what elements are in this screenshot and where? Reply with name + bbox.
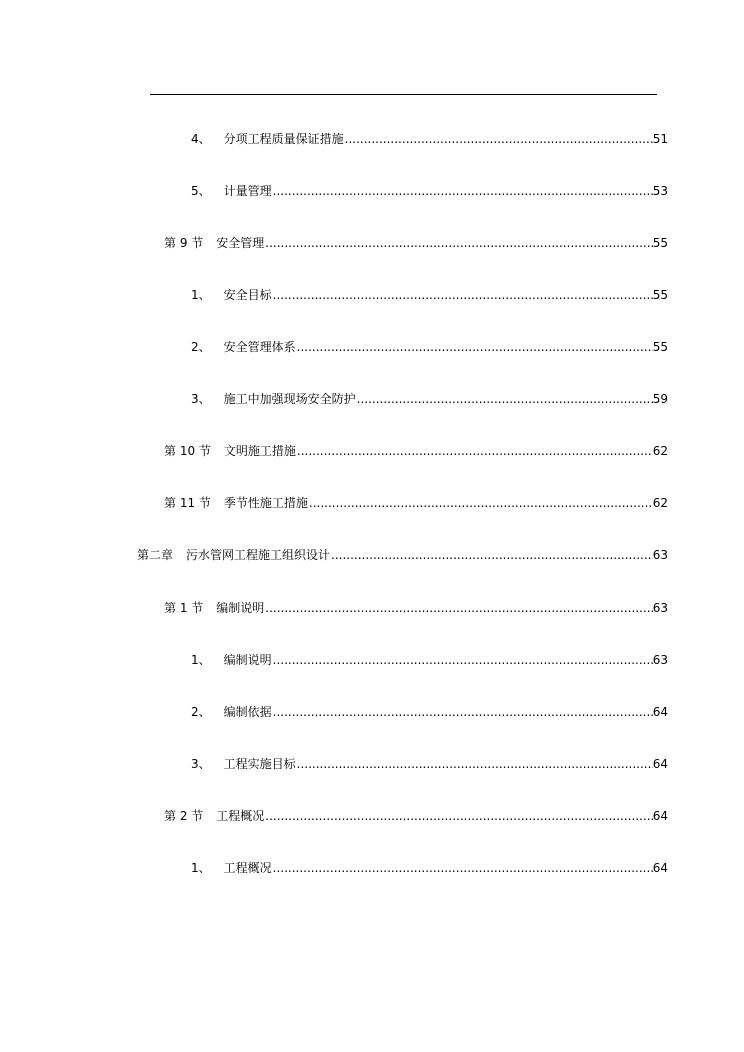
toc-entry bbox=[191, 651, 668, 669]
toc-entry-number: 2、 bbox=[191, 705, 211, 719]
toc-entry-number: 3、 bbox=[191, 757, 211, 771]
toc-entry bbox=[191, 390, 668, 408]
toc-leader-dots bbox=[272, 859, 653, 877]
toc-entry bbox=[191, 859, 668, 877]
toc-leader-dots bbox=[272, 651, 653, 669]
toc-entry bbox=[191, 703, 668, 721]
toc-leader-dots bbox=[272, 182, 653, 200]
toc-leader-dots bbox=[356, 390, 653, 408]
toc-entry-title: 工程概况 bbox=[216, 809, 265, 823]
toc-entry-title: 工程概况 bbox=[223, 861, 272, 875]
toc-entry-page: 51 bbox=[652, 132, 668, 146]
toc-entry bbox=[191, 755, 668, 773]
toc-entry-title: 季节性施工措施 bbox=[223, 496, 308, 510]
toc-entry-number: 第 11 节 bbox=[164, 496, 211, 510]
toc-entry-page: 53 bbox=[652, 184, 668, 198]
toc-entry-title: 污水管网工程施工组织设计 bbox=[186, 548, 331, 562]
toc-entry-page: 63 bbox=[652, 548, 668, 562]
toc-entry-title: 文明施工措施 bbox=[223, 444, 296, 458]
toc-entry-page: 55 bbox=[652, 288, 668, 302]
toc-entry-page: 63 bbox=[652, 653, 668, 667]
toc-entry-page: 62 bbox=[652, 496, 668, 510]
toc-entry bbox=[164, 442, 668, 460]
toc-entry bbox=[191, 182, 668, 200]
toc-entry-page: 55 bbox=[652, 236, 668, 250]
toc-entry-title: 施工中加强现场安全防护 bbox=[223, 392, 356, 406]
toc-leader-dots bbox=[308, 494, 653, 512]
toc-entry-number: 3、 bbox=[191, 392, 211, 406]
toc-entry bbox=[164, 807, 668, 825]
toc-entry-number: 2、 bbox=[191, 340, 211, 354]
header-rule bbox=[150, 94, 657, 95]
toc-entry-title: 安全管理体系 bbox=[223, 340, 296, 354]
toc-leader-dots bbox=[296, 442, 653, 460]
toc-leader-dots bbox=[264, 599, 652, 617]
toc-entry-title: 计量管理 bbox=[223, 184, 272, 198]
toc-entry-title: 编制说明 bbox=[216, 601, 265, 615]
toc-entry bbox=[191, 130, 668, 148]
toc-entry-title: 分项工程质量保证措施 bbox=[223, 132, 344, 146]
toc-entry-page: 63 bbox=[652, 601, 668, 615]
toc-entry-number: 1、 bbox=[191, 861, 211, 875]
toc-entry-page: 64 bbox=[652, 705, 668, 719]
toc-entry bbox=[191, 286, 668, 304]
toc-entry-page: 55 bbox=[652, 340, 668, 354]
toc-entry-number: 第 1 节 bbox=[164, 601, 204, 615]
toc-entry-number: 1、 bbox=[191, 653, 211, 667]
toc-entry-title: 安全目标 bbox=[223, 288, 272, 302]
toc-leader-dots bbox=[272, 286, 653, 304]
toc-leader-dots bbox=[264, 234, 652, 252]
toc-leader-dots bbox=[264, 807, 652, 825]
toc-entry-number: 1、 bbox=[191, 288, 211, 302]
toc-entry-page: 64 bbox=[652, 809, 668, 823]
toc-leader-dots bbox=[296, 338, 653, 356]
toc-entry-title: 编制依据 bbox=[223, 705, 272, 719]
toc-entry-title: 工程实施目标 bbox=[223, 757, 296, 771]
toc-entry-title: 安全管理 bbox=[216, 236, 265, 250]
toc-entry-number: 第 9 节 bbox=[164, 236, 204, 250]
toc-entry-number: 4、 bbox=[191, 132, 211, 146]
toc-leader-dots bbox=[330, 546, 653, 564]
toc-entry-number: 5、 bbox=[191, 184, 211, 198]
toc-entry-title: 编制说明 bbox=[223, 653, 272, 667]
toc-entry bbox=[164, 494, 668, 512]
toc-entry bbox=[164, 599, 668, 617]
toc-entry-number: 第二章 bbox=[137, 548, 174, 562]
toc-entry-number: 第 10 节 bbox=[164, 444, 211, 458]
toc-entry bbox=[164, 234, 668, 252]
toc-leader-dots bbox=[344, 130, 653, 148]
toc-leader-dots bbox=[296, 755, 653, 773]
toc-entry-page: 62 bbox=[652, 444, 668, 458]
toc-leader-dots bbox=[272, 703, 653, 721]
toc-entry-page: 64 bbox=[652, 861, 668, 875]
toc-entry-page: 64 bbox=[652, 757, 668, 771]
toc-entry-page: 59 bbox=[652, 392, 668, 406]
toc-entry bbox=[191, 338, 668, 356]
toc-entry bbox=[137, 546, 668, 564]
toc-entry-number: 第 2 节 bbox=[164, 809, 204, 823]
